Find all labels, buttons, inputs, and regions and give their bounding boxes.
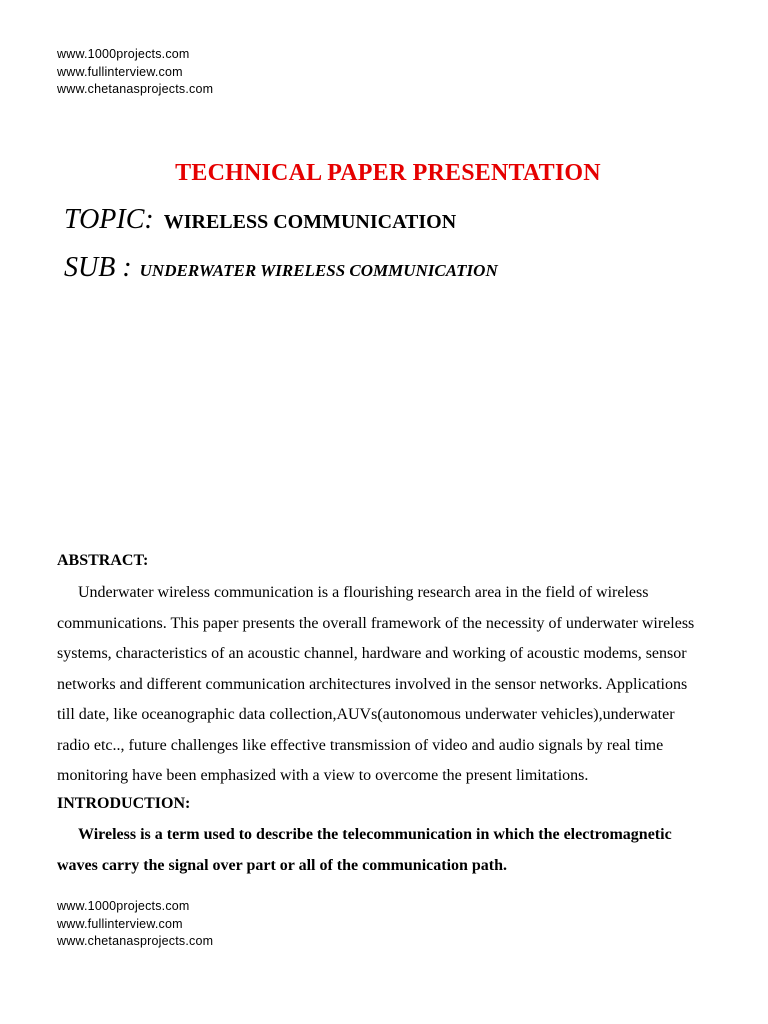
abstract-line: systems, characteristics of an acoustic channel, hardware and working of acoustic modems, sensor [57,645,687,662]
abstract-line: till date, like oceanographic data collection,AUVs(autonomous underwater vehicles),underwater [57,706,675,723]
topic-label: TOPIC: [64,204,154,235]
footer-link-1000projects[interactable]: www.1000projects.com [57,899,190,913]
sub-label: SUB : [64,252,132,283]
abstract-line: radio etc.., future challenges like effective transmission of video and audio signals by real time [57,736,664,754]
introduction-line: waves carry the signal over part or all of the communication path. [57,856,508,874]
header-link-1000projects[interactable]: www.1000projects.com [57,47,190,61]
introduction-body [57,820,763,881]
abstract-line: monitoring have been emphasized with a view to overcome the present limitations. [57,767,589,784]
header-link-chetanasprojects[interactable]: www.chetanasprojects.com [57,82,214,96]
introduction-heading: INTRODUCTION: [57,795,191,812]
footer-link-fullinterview[interactable]: www.fullinterview.com [57,916,183,931]
abstract-line: communications. This paper presents the overall framework of the necessity of underwater wireless [57,614,695,632]
topic-value: WIRELESS COMMUNICATION [163,211,457,233]
sub-value: UNDERWATER WIRELESS COMMUNICATION [139,261,498,280]
topic-line [64,204,456,236]
footer-links [57,898,213,951]
abstract-line: networks and different communication architectures involved in the sensor networks. Applications [57,675,688,693]
header-link-fullinterview[interactable]: www.fullinterview.com [57,64,183,79]
abstract-body [57,578,763,792]
introduction-line: Wireless is a term used to describe the telecommunication in which the electromagnetic [78,826,672,843]
sub-line [64,252,498,284]
abstract-line: Underwater wireless communication is a flourishing research area in the field of wireless [78,584,649,601]
footer-link-chetanasprojects[interactable]: www.chetanasprojects.com [57,934,214,948]
document-title: TECHNICAL PAPER PRESENTATION [175,160,601,186]
abstract-heading: ABSTRACT: [57,552,149,569]
header-links [57,46,213,99]
